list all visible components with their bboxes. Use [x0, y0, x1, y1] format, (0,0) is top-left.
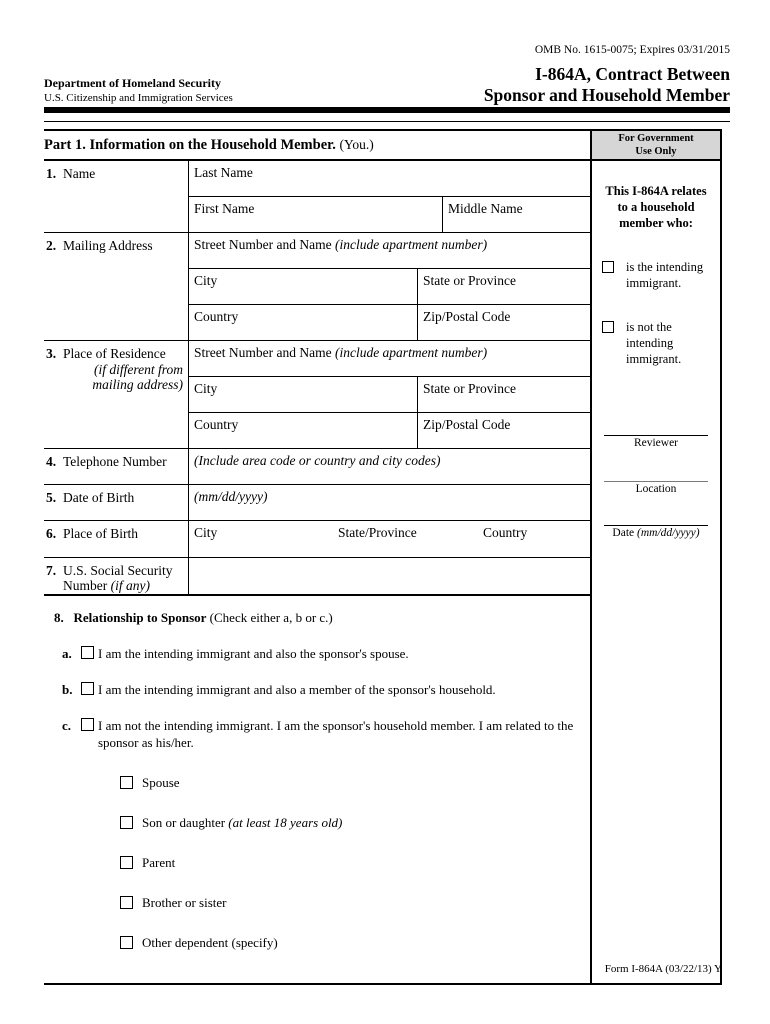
- item8-title: Relationship to Sponsor: [73, 610, 207, 625]
- part1-title-regular: (You.): [339, 137, 374, 152]
- item8-option-a-letter: a.: [62, 646, 72, 661]
- row-ssn: [44, 558, 590, 596]
- checkbox-option-b[interactable]: [81, 682, 94, 695]
- row-place-of-birth-fields[interactable]: [189, 521, 590, 557]
- row-mailing-address-fields: [189, 233, 590, 340]
- date-label: Date: [612, 527, 635, 539]
- location-label: Location: [635, 483, 677, 495]
- field-date-of-birth[interactable]: [189, 485, 590, 521]
- part1-title: [44, 135, 584, 155]
- field-middle-name[interactable]: [443, 197, 590, 233]
- row-ssn-fields[interactable]: [189, 558, 590, 594]
- field-mailing-country[interactable]: [189, 305, 418, 341]
- relationship-brother-sister-label: Brother or sister: [142, 895, 227, 910]
- row-place-of-residence: [44, 341, 590, 449]
- row-place-of-residence-text: Place of Residence: [63, 346, 166, 361]
- row-name-number: 1.: [46, 166, 57, 181]
- government-checkbox-intending-label: is the intending immigrant.: [626, 260, 704, 290]
- field-residence-city-label: City: [194, 381, 218, 396]
- field-residence-state[interactable]: [418, 377, 590, 412]
- field-birth-city-label: City: [194, 525, 218, 540]
- field-residence-zip-label: Zip/Postal Code: [423, 417, 511, 432]
- field-mailing-city-state-row: [189, 269, 590, 305]
- field-residence-city[interactable]: [189, 377, 418, 412]
- field-last-name[interactable]: [189, 161, 590, 197]
- row-mailing-address: [44, 233, 590, 341]
- row-ssn-number: 7.: [46, 563, 57, 578]
- item8-option-c[interactable]: [44, 717, 590, 751]
- government-use-heading-line2: Use Only: [635, 145, 677, 157]
- relationship-son-daughter-label: Son or daughter: [142, 815, 226, 830]
- agency-block: [44, 76, 374, 105]
- row-name-label: [44, 161, 189, 232]
- government-use-heading-line1: For Government: [618, 133, 694, 144]
- row-place-of-residence-label: [44, 341, 189, 448]
- row-ssn-text-line1: U.S. Social Security: [63, 563, 173, 578]
- row-telephone: [44, 449, 590, 485]
- row-ssn-text-note: (if any): [110, 578, 150, 593]
- relationship-spouse[interactable]: [44, 775, 590, 791]
- agency-name: U.S. Citizenship and Immigration Services: [44, 92, 233, 104]
- field-birth-country-label: Country: [483, 525, 528, 540]
- field-first-middle-row: [189, 197, 590, 233]
- field-residence-country[interactable]: [189, 413, 418, 449]
- field-mailing-street-note: (include apartment number): [334, 237, 488, 252]
- checkbox-relationship-son-daughter[interactable]: [120, 816, 133, 829]
- item8-option-a[interactable]: [44, 645, 590, 662]
- relationship-other-dependent-label: Other dependent (specify): [142, 935, 278, 950]
- field-mailing-city-label: City: [194, 273, 218, 288]
- field-birth-state-label: State/Province: [338, 525, 417, 540]
- row-date-of-birth: [44, 485, 590, 521]
- department-name: Department of Homeland Security: [44, 76, 221, 90]
- field-ssn[interactable]: [189, 558, 590, 594]
- form-title-line2: Sponsor and Household Member: [483, 85, 730, 105]
- form-body: [44, 161, 722, 985]
- field-residence-zip[interactable]: [418, 413, 590, 449]
- row-name-text: Name: [63, 166, 96, 181]
- date-format-note: (mm/dd/yyyy): [637, 527, 700, 539]
- form-table: [44, 129, 722, 985]
- field-residence-country-zip-row: [189, 413, 590, 449]
- row-ssn-text-line2: [46, 578, 185, 594]
- relationship-spouse-label: Spouse: [142, 775, 180, 790]
- part1-header-row: [44, 129, 722, 161]
- form-title: [330, 64, 730, 106]
- row-date-of-birth-label: [44, 485, 189, 520]
- government-checkbox-intending[interactable]: [602, 259, 714, 291]
- item8-option-a-text: I am the intending immigrant and also the sponsor's spouse.: [98, 646, 409, 661]
- row-telephone-label: [44, 449, 189, 484]
- field-last-name-label: Last Name: [194, 165, 253, 180]
- row-mailing-address-text: Mailing Address: [63, 238, 153, 253]
- checkbox-option-a[interactable]: [81, 646, 94, 659]
- field-mailing-state-label: State or Province: [423, 273, 516, 288]
- field-residence-street-note: (include apartment number): [334, 345, 488, 360]
- item8-option-b-letter: b.: [62, 682, 73, 697]
- row-mailing-address-label: [44, 233, 189, 340]
- field-residence-country-label: Country: [194, 417, 239, 432]
- field-first-name[interactable]: [189, 197, 443, 233]
- row-ssn-text-line2-main: Number: [63, 578, 108, 593]
- row-date-of-birth-number: 5.: [46, 490, 57, 505]
- checkbox-relationship-other-dependent[interactable]: [120, 936, 133, 949]
- checkbox-option-c[interactable]: [81, 718, 94, 731]
- reviewer-label: Reviewer: [633, 437, 679, 449]
- field-residence-street-label: Street Number and Name: [194, 345, 332, 360]
- relationship-brother-sister[interactable]: [44, 895, 590, 911]
- relationship-parent-label: Parent: [142, 855, 176, 870]
- item8-option-c-letter: c.: [62, 718, 72, 733]
- field-telephone[interactable]: [189, 449, 590, 485]
- form-title-line1: I-864A, Contract Between: [535, 64, 730, 84]
- relationship-son-daughter[interactable]: [44, 815, 590, 831]
- header-thin-rule: [44, 121, 730, 122]
- field-residence-state-label: State or Province: [423, 381, 516, 396]
- government-use-column: [590, 161, 722, 985]
- row-place-of-residence-note2: mailing address): [92, 377, 183, 392]
- row-mailing-address-number: 2.: [46, 238, 57, 253]
- item8-number: 8.: [54, 610, 64, 625]
- row-telephone-number: 4.: [46, 454, 57, 469]
- reviewer-line[interactable]: [604, 435, 708, 449]
- field-residence-street[interactable]: [189, 341, 590, 377]
- government-checkbox-not-intending[interactable]: [602, 319, 714, 367]
- field-middle-name-label: Middle Name: [448, 201, 523, 216]
- row-date-of-birth-fields: [189, 485, 590, 520]
- relationship-parent[interactable]: [44, 855, 590, 871]
- item8-option-c-text: I am not the intending immigrant. I am the sponsor's household member. I am related to the sponsor as his/her.: [98, 718, 574, 750]
- field-mailing-country-label: Country: [194, 309, 239, 324]
- field-mailing-street-label: Street Number and Name: [194, 237, 332, 252]
- row-place-of-birth-number: 6.: [46, 526, 57, 541]
- relationship-son-daughter-note: (at least 18 years old): [228, 815, 343, 830]
- row-ssn-label: [44, 558, 189, 594]
- header-thick-rule: [44, 107, 730, 113]
- row-place-of-birth: [44, 521, 590, 558]
- field-mailing-street[interactable]: [189, 233, 590, 269]
- item8-question: [44, 610, 590, 626]
- field-first-name-label: First Name: [194, 201, 255, 216]
- row-name-fields: [189, 161, 590, 232]
- field-mailing-zip[interactable]: [418, 305, 590, 341]
- row-place-of-residence-fields: [189, 341, 590, 448]
- government-use-heading: [590, 131, 722, 159]
- row-date-of-birth-text: Date of Birth: [63, 490, 135, 505]
- field-date-of-birth-note: (mm/dd/yyyy): [194, 489, 268, 504]
- row-place-of-residence-number: 3.: [46, 346, 57, 361]
- item8-instruction: (Check either a, b or c.): [209, 610, 333, 625]
- field-mailing-city[interactable]: [189, 269, 418, 304]
- row-place-of-residence-note1: (if different from: [94, 362, 183, 377]
- field-residence-city-state-row: [189, 377, 590, 413]
- government-checkbox-not-intending-label: is not the intending immigrant.: [626, 320, 682, 366]
- omb-number: OMB No. 1615-0075; Expires 03/31/2015: [534, 44, 730, 56]
- item8-block: [44, 596, 590, 951]
- checkbox-relationship-spouse[interactable]: [120, 776, 133, 789]
- government-intro-text: This I-864A relates to a household member who:: [605, 184, 707, 230]
- part1-title-bold: Part 1. Information on the Household Member.: [44, 137, 336, 153]
- field-mailing-zip-label: Zip/Postal Code: [423, 309, 511, 324]
- checkbox-relationship-brother-sister[interactable]: [120, 896, 133, 909]
- field-mailing-state[interactable]: [418, 269, 590, 304]
- row-telephone-text: Telephone Number: [63, 454, 167, 469]
- form-left-column: [44, 161, 590, 985]
- row-name: [44, 161, 590, 233]
- field-mailing-country-zip-row: [189, 305, 590, 341]
- item8-option-b-text: I am the intending immigrant and also a member of the sponsor's household.: [98, 682, 496, 697]
- row-telephone-fields: [189, 449, 590, 484]
- item8-option-b[interactable]: [44, 681, 590, 698]
- row-place-of-birth-label: [44, 521, 189, 557]
- checkbox-is-not-intending-immigrant[interactable]: [602, 321, 614, 333]
- checkbox-relationship-parent[interactable]: [120, 856, 133, 869]
- date-line[interactable]: [604, 525, 708, 539]
- row-place-of-birth-text: Place of Birth: [63, 526, 138, 541]
- relationship-other-dependent[interactable]: [44, 935, 590, 951]
- form-footer: Form I-864A (03/22/13) Y: [604, 963, 722, 975]
- field-telephone-note: (Include area code or country and city codes): [194, 453, 441, 468]
- location-line[interactable]: [604, 481, 708, 495]
- checkbox-is-intending-immigrant[interactable]: [602, 261, 614, 273]
